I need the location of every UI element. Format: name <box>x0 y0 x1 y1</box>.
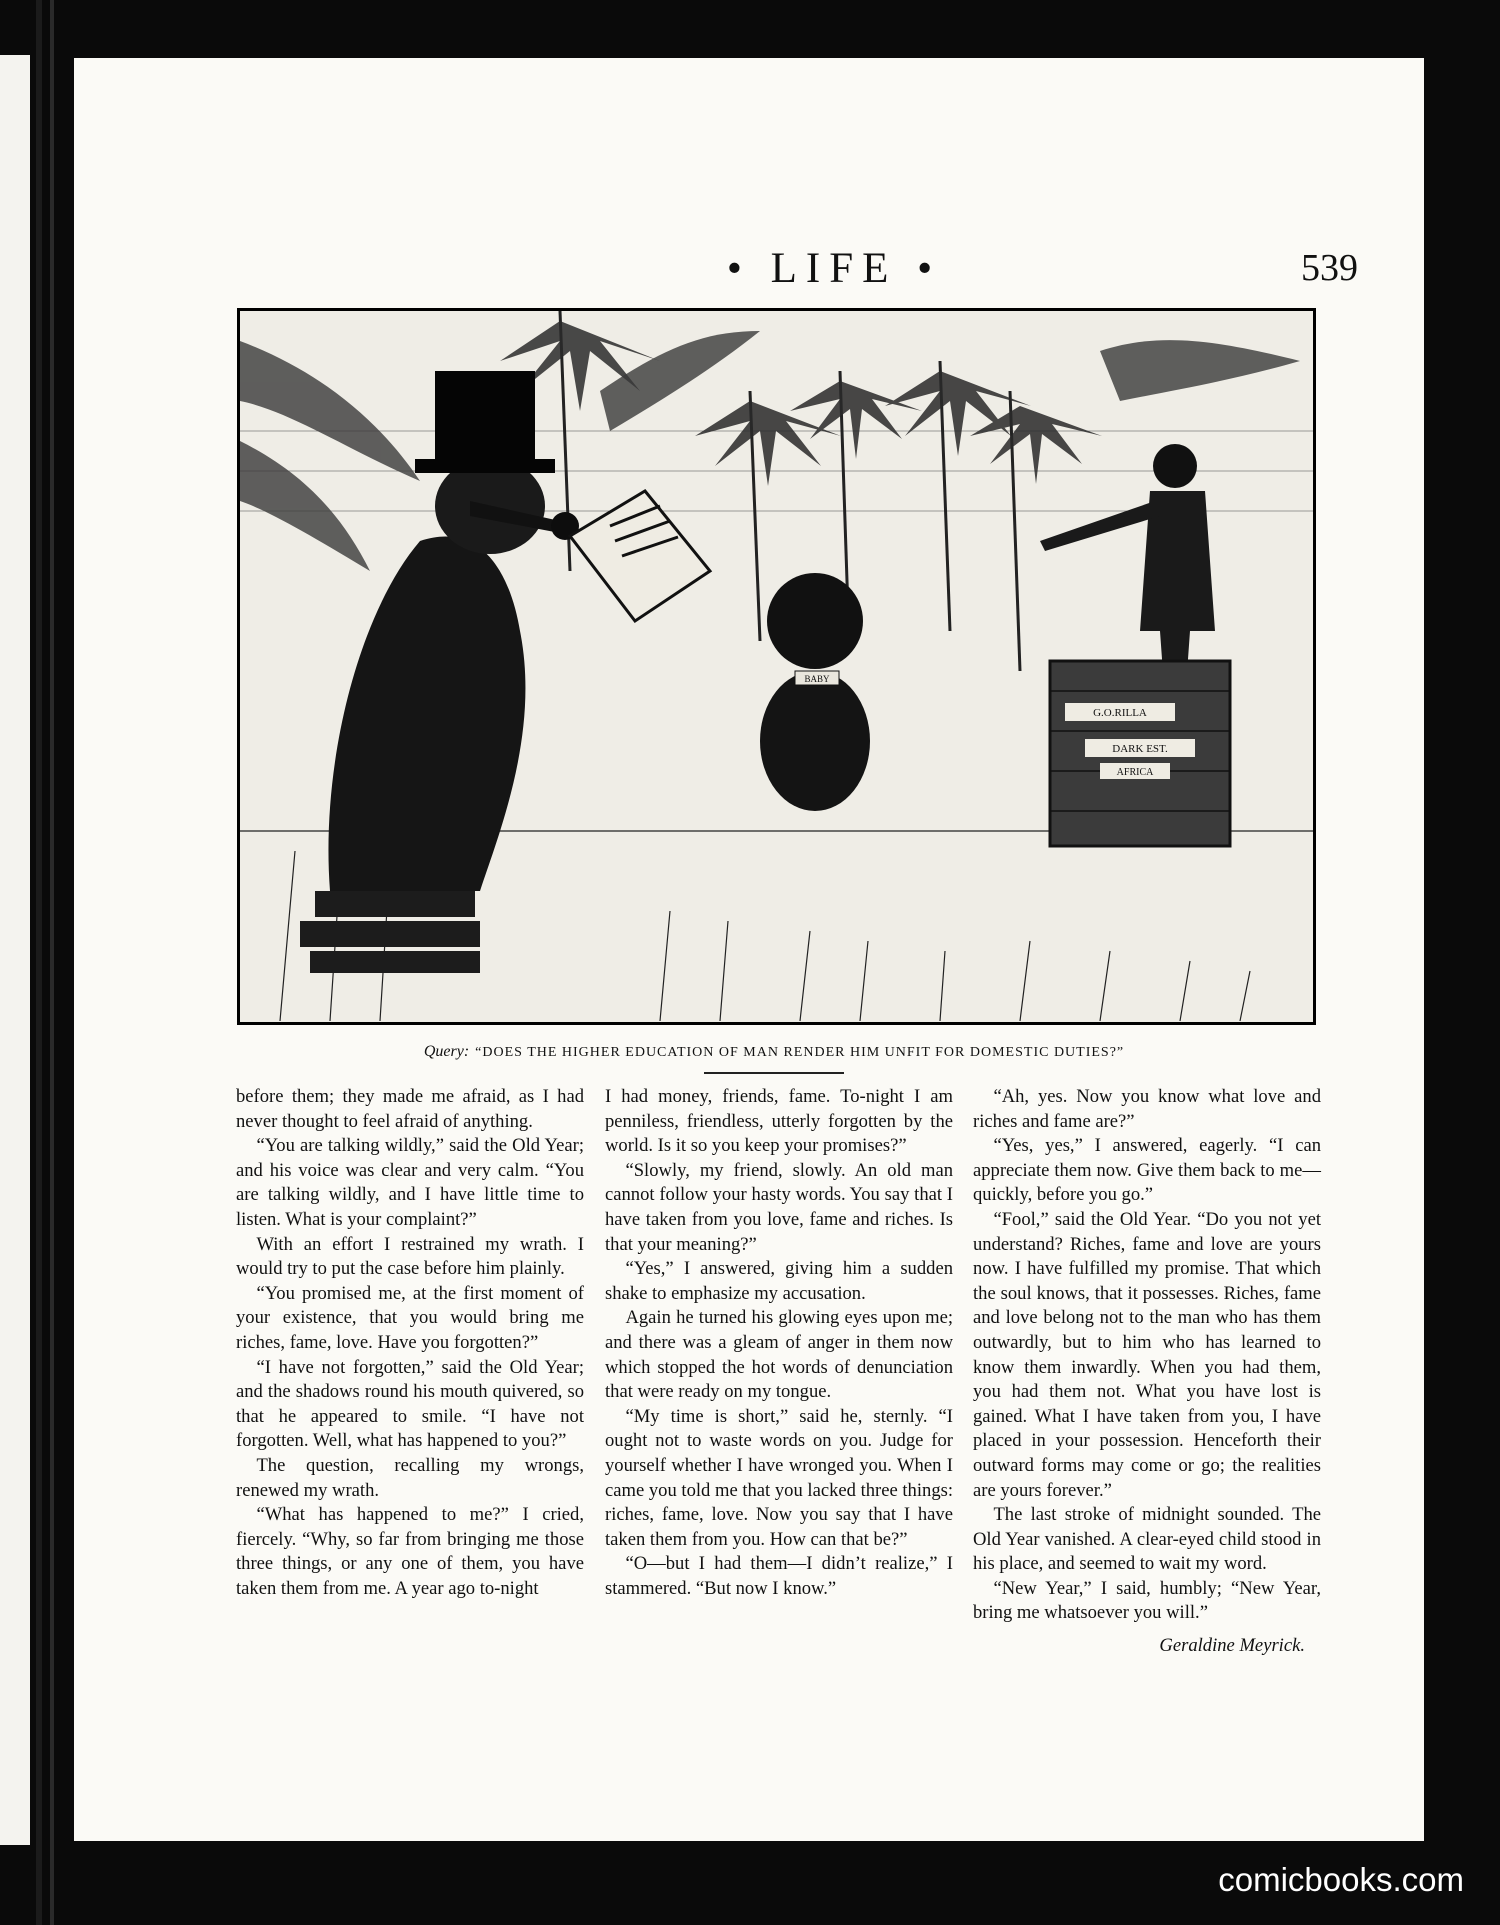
cartoon-drawing <box>240 311 1313 1022</box>
binding-gutter <box>36 0 42 1925</box>
paragraph: “Ah, yes. Now you know what love and riches and fame are?” <box>973 1086 1321 1132</box>
paragraph: “O—but I had them—I didn’t realize,” I stammered. “But now I know.” <box>605 1553 953 1599</box>
illustration-caption <box>234 1043 1314 1061</box>
page-header <box>74 244 1424 304</box>
magazine-title: • LIFE • <box>726 245 942 292</box>
caption-lead: Query: <box>423 1043 470 1060</box>
text-column-2 <box>605 1085 953 1601</box>
author-signature: Geraldine Meyrick. <box>1159 1635 1305 1657</box>
paragraph: “Fool,” said the Old Year. “Do you not yet understand? Riches, fame and love are yours now. I have fulfilled my promise. That which the soul knows, that it possesses. Riches, fame and love belong not to the man who has them outwardly, but to him who has learned to know them inwardly. When you had them, you had them not. What you have lost is gained. What I have taken from you, I have placed in your possession. Henceforth their outward forms may come or go; the realities are yours forever.” <box>973 1208 1321 1501</box>
paragraph: “You promised me, at the first moment of your existence, that you would bring me riches, fame, love. Have you forgotten?” <box>236 1282 584 1353</box>
magazine-page <box>74 58 1424 1841</box>
paragraph: With an effort I restrained my wrath. I would try to put the case before him plainly. <box>236 1233 584 1280</box>
paragraph: “You are talking wildly,” said the Old Year; and his voice was clear and very calm. “You are talking wildly, and I have little time to listen. What is your complaint?” <box>236 1135 584 1230</box>
paragraph: “Slowly, my friend, slowly. An old man cannot follow your hasty words. You say that I have taken from you love, fame and riches. Is that your meaning?” <box>605 1159 953 1255</box>
paragraph: The question, recalling my wrongs, renewed my wrath. <box>236 1454 584 1501</box>
paragraph: “I have not forgotten,” said the Old Year; and the shadows round his mouth quivered, so that he appeared to smile. “I have not forgotten. Well, what has happened to you?” <box>236 1356 584 1452</box>
caption-text: “DOES THE HIGHER EDUCATION OF MAN RENDER HIM UNFIT FOR DOMESTIC DUTIES?” <box>475 1045 1125 1060</box>
site-watermark: comicbooks.com <box>1218 1861 1464 1898</box>
paragraph: The last stroke of midnight sounded. The Old Year vanished. A clear-eyed child stood in his place, and seemed to wait my word. <box>973 1504 1321 1575</box>
page-number: 539 <box>1301 247 1358 289</box>
paragraph: Again he turned his glowing eyes upon me; and there was a gleam of anger in them now which stopped the hot words of denunciation that were ready on my tongue. <box>605 1307 953 1403</box>
caption-rule <box>704 1072 844 1074</box>
crate-label-place: DARK EST. <box>1112 743 1168 755</box>
shipping-crate <box>1050 661 1230 846</box>
crate-label-name: G.O.RILLA <box>1093 707 1147 719</box>
baby-ape <box>760 573 870 811</box>
text-column-1 <box>236 1085 584 1601</box>
adjacent-page-edge <box>0 55 30 1845</box>
paragraph: “What has happened to me?” I cried, fiercely. “Why, so far from bringing me those three things, or any one of them, you have taken them from me. A year ago to-night <box>236 1504 584 1599</box>
paragraph: I had money, friends, fame. To-night I am penniless, friendless, utterly forgotten by the world. Is it so you keep your promises?” <box>605 1086 953 1157</box>
crate-label-region: AFRICA <box>1116 767 1154 778</box>
paragraph: “Yes, yes,” I answered, eagerly. “I can appreciate them now. Give them back to me—quickly, before you go.” <box>973 1135 1321 1206</box>
paragraph: “Yes,” I answered, giving him a sudden shake to emphasize my accusation. <box>605 1258 953 1304</box>
baby-tag-label: BABY <box>804 674 830 684</box>
paragraph: “My time is short,” said he, sternly. “I ought not to waste words on you. Judge for yourself whether I have wronged you. When I came you told me that you lacked three things: riches, fame, love. Now you say that I have taken them from you. How can that be?” <box>605 1405 954 1550</box>
text-column-3 <box>973 1085 1321 1659</box>
book-stack <box>300 891 480 973</box>
paragraph: “New Year,” I said, humbly; “New Year, bring me whatsoever you will.” <box>973 1577 1321 1624</box>
cartoon-illustration <box>237 308 1316 1025</box>
binding-gutter-inner <box>50 0 54 1925</box>
paragraph: before them; they made me afraid, as I had never thought to feel afraid of anything. <box>236 1086 584 1132</box>
